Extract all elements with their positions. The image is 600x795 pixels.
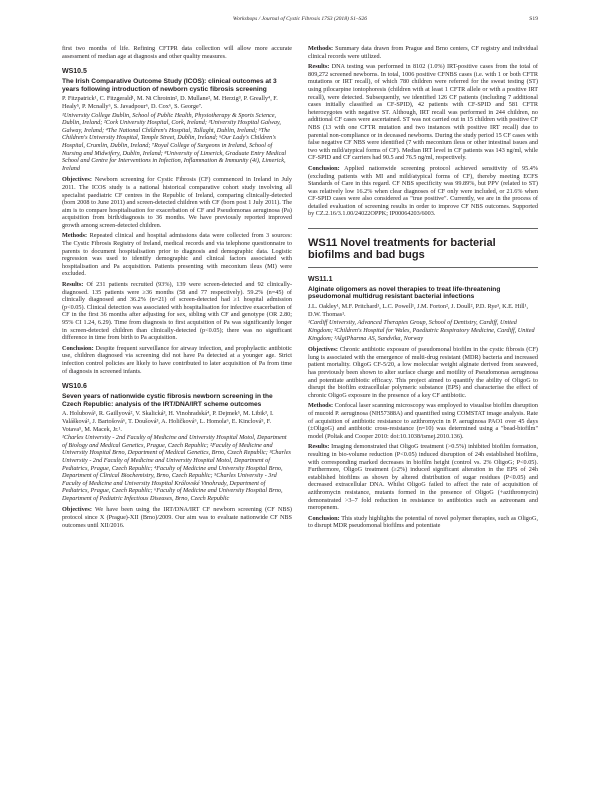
results-text: Of 231 patients recruited (93%), 139 were screen-detected and 92 clinically-diagnosed. 135 patients were ≥36 months (58 and 77 respectively). 59.2% (n=45) of clinically diagnosed and 36.2% (n=21) of screen-detected had ≥1 hospital admission (p<0.05). Clinical detection was associated with hospitalisation for infective exacerbation of CF in the first 36 months after adjusting for sex, sibling with CF and genotype (OR 2.80; 95% CI 1.24, 6.29). Time from diagnosis to first acquisition of Pa was significantly longer in screen-detected children than clinically-detected (p<0.05); there was no significant difference in time from birth to Pa acquisition. — [62, 281, 292, 342]
conclusion-text: This study highlights the potential of novel polymer therapies, such as OligoG, to disrupt MDR pseudomonal biofilms and potentiate — [308, 514, 538, 530]
abstract-authors: J.L. Oakley¹, M.F. Pritchard¹, L.C. Powell¹, J.M. Forton², J. Doull², P.D. Rye³, K.E. Hill¹, D.W. Thomas¹. — [308, 303, 529, 318]
page-number: S19 — [529, 16, 538, 22]
results-text: Imaging demonstrated that OligoG treatment (>0.5%) inhibited biofilm formation, resulting in bio-volume reduction (P<0.05) induced disruption of 24h established biofilms, with corresponding marked decreases in biofilm height (control vs. 2% OligoG; P<0.05). Furthermore, OligoG treatment (≥2%) induced significant alteration in the EPS of 24h established biofilms as shown by altered distribution of sugar residues (P<0.05) and decreased extracellular DNA. Whilst OligoG failed to affect the rate of acquisition of azithromycin resistance, mutants formed in the presence of OligoG (+azithromycin) demonstrated >3–7 fold reduction in resistance to antibiotics such as aztreonam and meropenem. — [308, 443, 538, 512]
objectives-text: Newborn screening for Cystic Fibrosis (CF) commenced in Ireland in July 2011. The ICOS study is a national historical comparative cohort study involving all specialist paediatric CF centres in the Republic of Ireland, comparing clinically-detected (born 2008 to June 2011) and screen-detected children with CF (born post 1 July 2011). The aim is to compare hospitalisation for exacerbation of CF and Pseudomonas aeruginosa (Pa) acquisition from birth/diagnosis to 36 months. We have previously reported improved growth among screen-detected children. — [62, 176, 292, 229]
abstract-authors: A. Holubová¹, R. Gaillyová², V. Skalická³, H. Vinohradská⁴, P. Dejmek⁵, M. Libik³, I. Valášková², J. Bartošová⁶, T. Doušová³, A. Holičková⁶, L. Homola⁶, E. Kinclová⁵, F. Votava⁵, M. Macek, Jr.¹. — [62, 410, 274, 433]
methods-paragraph — [308, 402, 538, 440]
methods-paragraph — [62, 232, 292, 278]
journal-citation: Workshops / Journal of Cystic Fibrosis 17S3 (2018) S1–S26 — [232, 16, 368, 22]
conclusion-label: Conclusion: — [308, 164, 340, 172]
methods-label: Methods: — [62, 232, 88, 240]
results-label: Results: — [308, 443, 330, 451]
running-header — [62, 16, 538, 28]
abstract-ws10-5 — [62, 68, 292, 375]
objectives-label: Objectives: — [308, 346, 338, 354]
abstract-id: WS10.6 — [62, 383, 87, 391]
workshop-heading-box — [308, 228, 538, 268]
abstract-affiliations: ¹Charles University - 2nd Faculty of Medicine and University Hospital Motol, Department of Biology and Medical Genetics, Prague, Czech Republic; ²Faculty of Medicine and University Hospital Brno, Department of Medical Genetics, Brno, Czech Republic; ³Charles University - 2nd Faculty of Medicine and University Hospital Motol, Department of Pediatrics, Prague, Czech Republic; ⁴Faculty of Medicine and University Hospital Brno, Department of Clinical Biochemistry, Brno, Czech Republic; ⁵Charles University - 3rd Faculty of Medicine and University Hospital Královské Vinohrady, Department of Pediatrics, Prague, Czech Republic; ⁶Faculty of Medicine and University Hospital Brno, Department of Pediatric Infectious Diseases, Brno, Czech Republic — [62, 434, 291, 502]
results-paragraph — [308, 63, 538, 162]
abstract-ws10-6-continued — [308, 45, 538, 218]
left-column — [62, 45, 292, 532]
conclusion-label: Conclusion: — [62, 344, 94, 352]
objectives-label: Objectives: — [62, 506, 92, 514]
conclusion-label: Conclusion: — [308, 514, 340, 522]
results-paragraph — [308, 443, 538, 511]
results-label: Results: — [62, 281, 84, 289]
abstract-id: WS10.5 — [62, 68, 87, 76]
intro-paragraph: first two months of life. Refining CFTPR data collection will allow more accurate assessment of median age at diagnosis and other quality measures. — [62, 45, 292, 60]
conclusion-paragraph — [62, 345, 292, 375]
methods-text: Summary data drawn from Prague and Brno centers, CF registry and individual clinical records were utilized. — [308, 45, 538, 60]
results-label: Results: — [308, 63, 330, 71]
abstract-id: WS11.1 — [308, 276, 333, 284]
abstract-ws10-6 — [62, 383, 292, 529]
abstract-title: Seven years of nationwide cystic fibrosis newborn screening in the Czech Republic: analysis of the IRT/DNA/IRT scheme outcomes — [62, 392, 273, 408]
objectives-paragraph — [62, 176, 292, 229]
conclusion-text: Despite frequent surveillance for airway infection, and prophylactic antibiotic use, children diagnosed via screening did not have Pa detected at a younger age. Strict infection control policies are likely to have contributed to later acquisition of Pa from time of diagnosis in screened infants. — [62, 344, 292, 375]
abstract-title: Alginate oligomers as novel therapies to treat life-threatening pseudomonal multidrug resistant bacterial infections — [308, 285, 501, 301]
abstract-authors: P. Fitzpatrick¹, C. Fitzgerald¹, M. Ni Chroinin², D. Mullane², M. Herzig³, P. Greally⁴, F. Healy⁵, P. Mcnally⁶, S. Javadpour⁶, D. Cox⁶, S. George⁷. — [62, 95, 278, 110]
methods-label: Methods: — [308, 45, 334, 52]
conclusion-paragraph — [308, 165, 538, 218]
methods-text: Confocal laser scanning microscopy was employed to visualise biofilm disruption of mucoid P. aeruginosa (NH57388A) and quantified using COMSTAT image analysis. Rate of acquisition of antibiotic resistance to azithromycin in P. aeruginosa PAO1 over 45 days (±OligoG) and antibiotic cross-resistance (n=10) was determined using a "bead-biofilm" model (Poltak and Cooper 2010: doi:10.1038/ismej.2010.136). — [308, 402, 538, 440]
methods-paragraph — [308, 45, 538, 60]
objectives-label: Objectives: — [62, 176, 92, 184]
results-paragraph — [62, 281, 292, 342]
right-column — [308, 45, 538, 533]
abstract-title: The Irish Comparative Outcome Study (ICOS): clinical outcomes at 3 years following introduction of newborn cystic fibrosis screening — [62, 77, 277, 93]
objectives-paragraph — [62, 506, 292, 529]
objectives-text: Chronic antibiotic exposure of pseudomonal biofilm in the cystic fibrosis (CF) lung is associated with the emergence of multi-drug resistant (MDR) bacteria and increased patient mortality. OligoG CF-5/20, a low molecular weight alginate derived from seaweed, has previously been shown to alter surface charge and motility of Pseudomonas aeruginosa and potentiate antibiotic efficacy. This project aimed to quantify the ability of OligoG to disrupt the biofilm extracellular polymeric substance (EPS) and characterise the effect of chronic OligoG exposure in the presence of a key CF antibiotic. — [308, 346, 538, 399]
methods-text: Repeated clinical and hospital admissions data were collected from 3 sources: The Cystic Fibrosis Registry of Ireland, medical records and via telephone questionnaire to parents to document hospitalisation prior to diagnosis and demographic data. Logistic regression was used to identify demographic and clinical factors associated with hospitalisation and Pa acquisition. Patients presenting with meconium ileus (MI) were excluded. — [62, 232, 292, 278]
conclusion-paragraph — [308, 515, 538, 530]
objectives-paragraph — [308, 346, 538, 399]
results-text: DNA testing was performed in 8102 (1.0%) IRT-positive cases from the total of 809,272 screened newborns. In total, 1006 positive CFNBS cases (i.e. with 1 or both CFTR mutations or IRT recall), of which 780 children were referred for the sweat testing (ST) using pilocarpine iontophoresis (children with at least 1 CFTR allele or with a positive IRT recall), were detected. Subsequently, we identified 126 CF patients (including 7 additional cases initially classified as CF-SPID), 42 patients with CF-SPID and 581 CFTR heterozygotes with negative ST. Although, IRT recall was performed in 244 children, no additional CF cases were ascertained. ST was not carried out in 15 children with positive CF NBS (13 with one CFTR mutation and two instances with positive IRT recall) due to parental non-compliance or in deceased newborns. During the study period 15 CF cases with false negative CF NBS were identified (7 with meconium ileus or other intestinal issues and two with mild/atypical forms of CF). Median IRT level in CF patients was 143 ng/ml, while CF-SPID and CF carriers had 90.5 and 76.5 ng/ml, respectively. — [308, 63, 538, 162]
objectives-text: We have been using the IRT/DNA/IRT CF newborn screening (CF NBS) protocol since X (Prague)-XII (Brno)/2009. Our aim was to evaluate nationwide CF NBS outcomes until XII/2016. — [62, 506, 292, 529]
abstract-affiliations: ¹University College Dublin, School of Public Health, Physiotherapy & Sports Science, Dublin, Ireland; ²Cork University Hospital, Cork, Ireland; ³University Hospital Galway, Galway, Ireland; ⁴The National Children's Hospital, Tallaght, Dublin, Ireland; ⁵The Children's University Hospital, Temple Street, Dublin, Ireland; ⁶Our Lady's Children's Hospital, Crumlin, Dublin, Ireland; ⁷Royal College of Surgeons in Ireland, School of Nursing and Midwifery, Dublin, Ireland; ⁸University of Limerick, Graduate Entry Medical School and Centre for Interventions in Infection, Inflammation & Immunity (4i), Limerick, Ireland — [62, 111, 287, 172]
methods-label: Methods: — [308, 402, 334, 410]
workshop-title: WS11 Novel treatments for bacterial biofilms and bad bugs — [308, 237, 496, 262]
abstract-ws11-1 — [308, 276, 538, 530]
conclusion-text: Applied nationwide screening protocol achieved sensitivity of 95.4% (excluding patients with MI and mild/atypical forms of CF), thereby meeting ECFS Standards of Care in this regard. CF NBS specificity was 99.89%, but PPV (related to ST) was relatively low 16.2% when clear diagnoses of CF only were included, or 21.6% when CF-SPID cases were also considered as "true positive". Currently, we are in the process of detailed evaluation of screening results in order to improve CF NBS outcomes. Supported by CZ.2.16/3.1.00/24022OPPK; IP00064203/6003. — [308, 164, 538, 218]
abstract-affiliations: ¹Cardiff University, Advanced Therapies Group, School of Dentistry, Cardiff, United Kingdom; ²Children's Hospital for Wales, Paediatric Respiratory Medicine, Cardiff, United Kingdom; ³AlgiPharma AS, Sandvika, Norway — [308, 319, 535, 342]
